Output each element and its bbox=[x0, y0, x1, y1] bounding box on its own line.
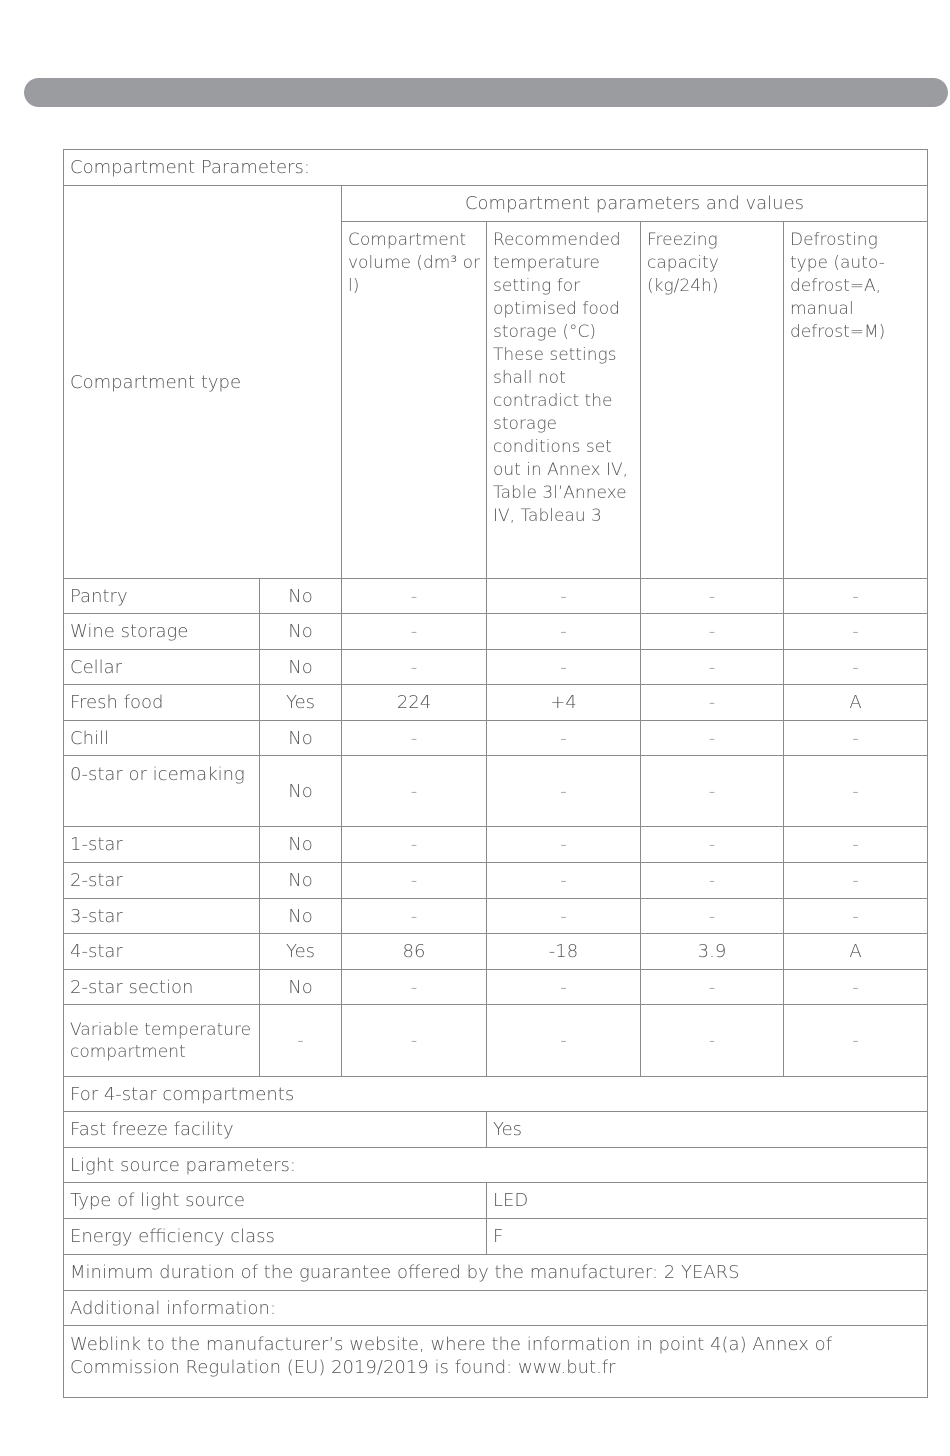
row-label: Variable temperature compartment bbox=[63, 1004, 260, 1077]
row-value: - bbox=[341, 720, 487, 756]
light-type-label: Type of light source bbox=[63, 1182, 487, 1219]
row-present: No bbox=[259, 578, 342, 614]
row-value: - bbox=[341, 578, 487, 614]
row-value: - bbox=[640, 969, 784, 1005]
row-value: A bbox=[783, 933, 928, 970]
row-value: - bbox=[341, 898, 487, 934]
row-value: - bbox=[783, 826, 928, 863]
volume-header: Compartment volume (dm³ or l) bbox=[341, 221, 487, 579]
row-value: - bbox=[486, 649, 641, 685]
row-value: +4 bbox=[486, 684, 641, 721]
freezing-capacity-header: Freezing capacity (kg/24h) bbox=[640, 221, 784, 579]
row-present: No bbox=[259, 613, 342, 650]
row-value: - bbox=[341, 613, 487, 650]
table-title: Compartment Parameters: bbox=[63, 149, 928, 186]
four-star-heading: For 4-star compartments bbox=[63, 1076, 928, 1112]
parameters-group-header: Compartment parameters and values bbox=[341, 185, 928, 222]
fast-freeze-label: Fast freeze facility bbox=[63, 1111, 487, 1148]
temperature-header: Recommended temperature setting for optimised food storage (°C) These settings shall not contradict the storage conditions set out in Annex IV, Table 3l’Annexe IV, Tableau 3 bbox=[486, 221, 641, 579]
row-value: - bbox=[783, 613, 928, 650]
row-value: - bbox=[486, 898, 641, 934]
row-value: - bbox=[640, 649, 784, 685]
fast-freeze-value: Yes bbox=[486, 1111, 928, 1148]
row-value: - bbox=[341, 755, 487, 827]
light-source-heading: Light source parameters: bbox=[63, 1147, 928, 1183]
row-label: 2-star section bbox=[63, 969, 260, 1005]
row-value: - bbox=[341, 826, 487, 863]
row-value: - bbox=[783, 755, 928, 827]
row-value: - bbox=[341, 649, 487, 685]
weblink-text: Weblink to the manufacturer’s website, where the information in point 4(a) Annex of Commission Regulation (EU) 2019/2019 is found: www.but.fr bbox=[63, 1325, 928, 1398]
row-present: No bbox=[259, 969, 342, 1005]
row-value: - bbox=[640, 826, 784, 863]
row-value: - bbox=[486, 578, 641, 614]
row-value: - bbox=[486, 613, 641, 650]
guarantee-text: Minimum duration of the guarantee offered by the manufacturer: 2 YEARS bbox=[63, 1254, 928, 1291]
row-value: - bbox=[640, 898, 784, 934]
row-label: Cellar bbox=[63, 649, 260, 685]
compartment-type-header: Compartment type bbox=[63, 185, 342, 579]
row-value: - bbox=[640, 1004, 784, 1077]
row-present: No bbox=[259, 755, 342, 827]
row-value: - bbox=[783, 578, 928, 614]
row-label: Fresh food bbox=[63, 684, 260, 721]
defrost-type-header: Defrosting type (auto-defrost=A, manual defrost=M) bbox=[783, 221, 928, 579]
row-value: 224 bbox=[341, 684, 487, 721]
row-present: No bbox=[259, 826, 342, 863]
row-value: - bbox=[486, 755, 641, 827]
row-present: No bbox=[259, 898, 342, 934]
row-value: - bbox=[783, 1004, 928, 1077]
row-value: - bbox=[341, 1004, 487, 1077]
row-present: No bbox=[259, 649, 342, 685]
row-value: - bbox=[486, 1004, 641, 1077]
row-label: 0-star or icemaking bbox=[63, 755, 260, 827]
row-value: - bbox=[640, 684, 784, 721]
row-value: - bbox=[640, 613, 784, 650]
energy-class-value: F bbox=[486, 1218, 928, 1255]
row-value: - bbox=[341, 969, 487, 1005]
row-label: 2-star bbox=[63, 862, 260, 899]
energy-class-label: Energy efficiency class bbox=[63, 1218, 487, 1255]
row-label: Chill bbox=[63, 720, 260, 756]
header-bar bbox=[24, 78, 948, 107]
row-present: Yes bbox=[259, 933, 342, 970]
row-value: - bbox=[783, 720, 928, 756]
row-label: 1-star bbox=[63, 826, 260, 863]
row-value: - bbox=[640, 578, 784, 614]
row-value: - bbox=[783, 969, 928, 1005]
row-value: - bbox=[783, 649, 928, 685]
row-value: - bbox=[486, 969, 641, 1005]
row-label: 4-star bbox=[63, 933, 260, 970]
row-value: 3.9 bbox=[640, 933, 784, 970]
row-value: - bbox=[783, 898, 928, 934]
row-value: - bbox=[486, 720, 641, 756]
row-label: 3-star bbox=[63, 898, 260, 934]
row-value: 86 bbox=[341, 933, 487, 970]
additional-info-heading: Additional information: bbox=[63, 1290, 928, 1326]
row-value: - bbox=[341, 862, 487, 899]
row-value: -18 bbox=[486, 933, 641, 970]
row-value: - bbox=[486, 826, 641, 863]
row-present: No bbox=[259, 862, 342, 899]
row-label: Wine storage bbox=[63, 613, 260, 650]
row-value: - bbox=[486, 862, 641, 899]
row-present: - bbox=[259, 1004, 342, 1077]
compartment-parameters-table bbox=[63, 149, 927, 1398]
row-value: A bbox=[783, 684, 928, 721]
row-value: - bbox=[783, 862, 928, 899]
row-value: - bbox=[640, 862, 784, 899]
row-value: - bbox=[640, 755, 784, 827]
row-present: Yes bbox=[259, 684, 342, 721]
row-present: No bbox=[259, 720, 342, 756]
row-value: - bbox=[640, 720, 784, 756]
light-type-value: LED bbox=[486, 1182, 928, 1219]
row-label: Pantry bbox=[63, 578, 260, 614]
